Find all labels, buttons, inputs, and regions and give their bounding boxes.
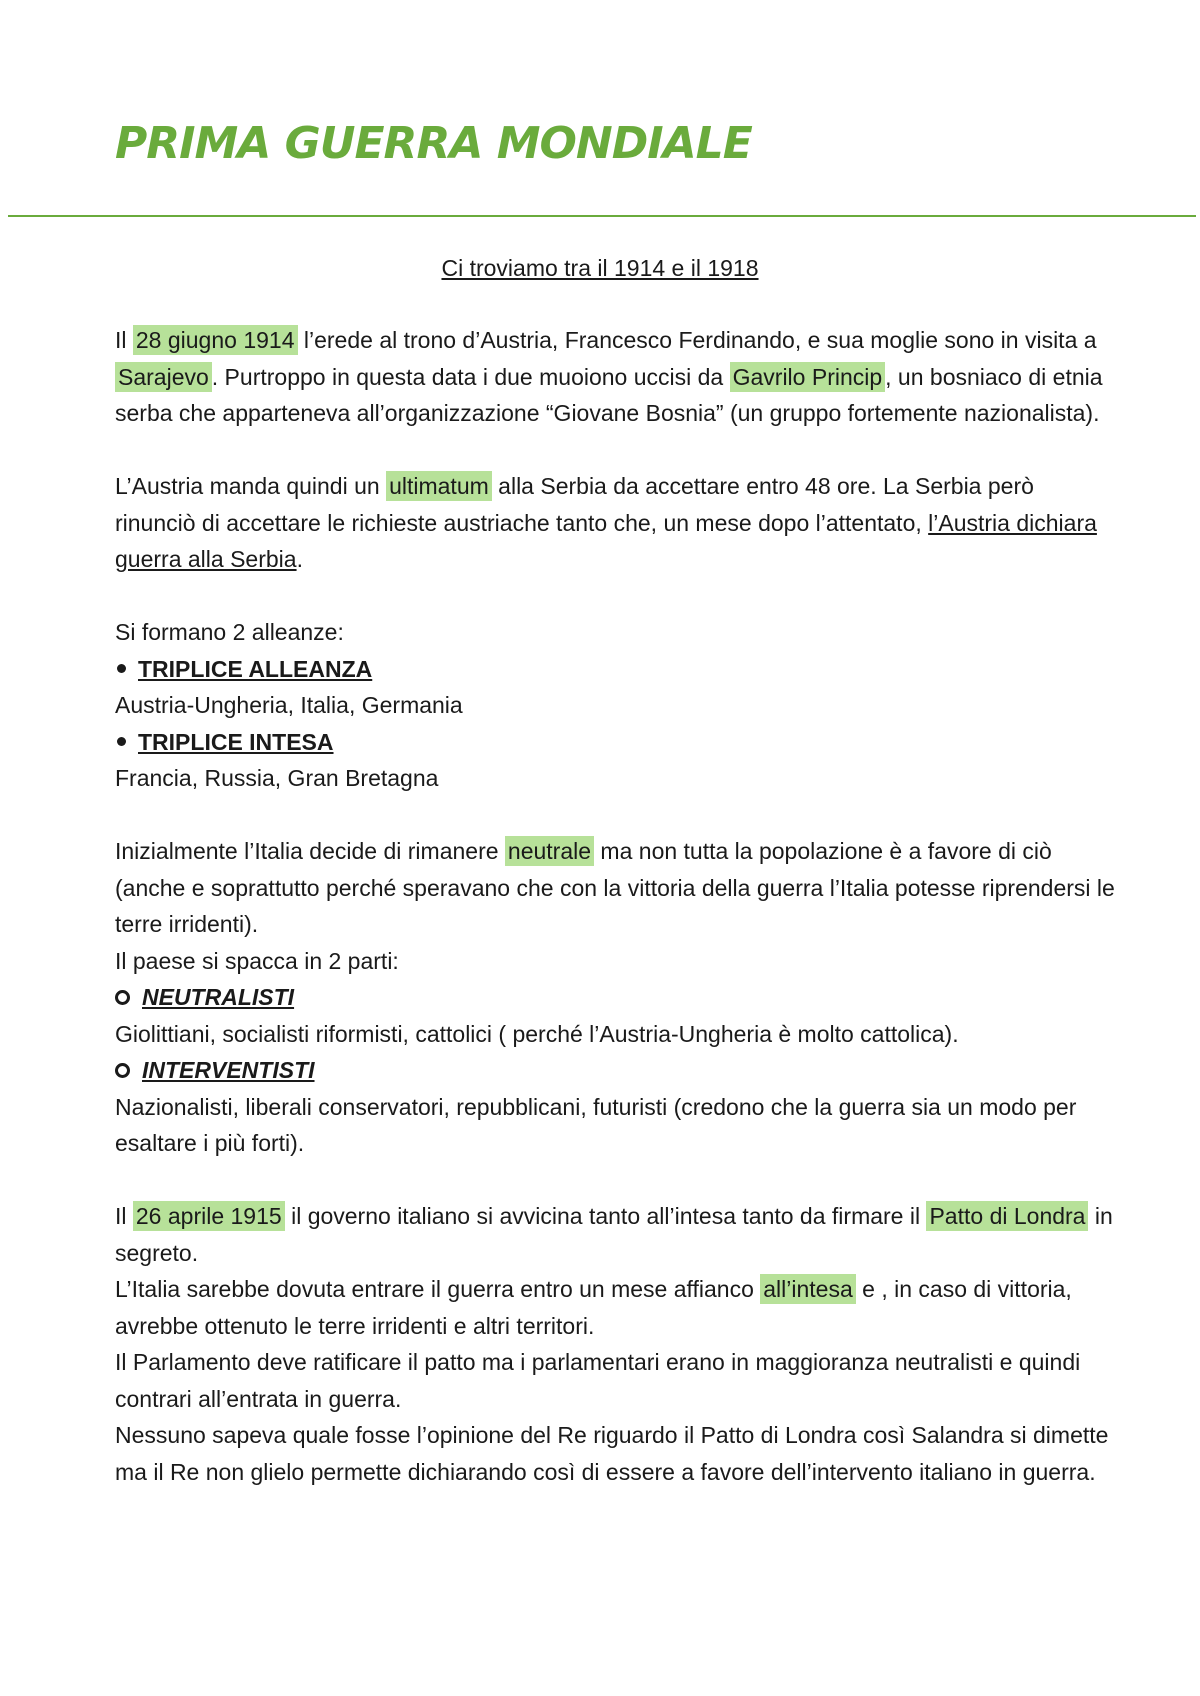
split-line: Il paese si spacca in 2 parti: <box>115 947 399 974</box>
faction-members: Nazionalisti, liberali conservatori, repubblicani, futuristi (credono che la guerra sia un modo per esaltare i più forti). <box>115 1093 1077 1156</box>
faction-members: Giolittiani, socialisti riformisti, cattolici ( perché l’Austria-Ungheria è molto cattolica). <box>115 1020 959 1047</box>
document-body <box>115 322 1115 1490</box>
highlight-date: 26 aprile 1915 <box>133 1201 285 1231</box>
highlight-intesa: all’intesa <box>760 1274 856 1304</box>
bullet-dot-icon <box>117 737 126 746</box>
paragraph-neutrality <box>115 833 1115 943</box>
document-subtitle: Ci troviamo tra il 1914 e il 1918 <box>441 255 759 281</box>
title-divider <box>8 215 1196 217</box>
underlined-declaration: l’Austria dichiara guerra alla Serbia <box>115 509 1097 572</box>
alliance-members: Austria-Ungheria, Italia, Germania <box>115 692 463 718</box>
faction-item <box>115 979 1115 1016</box>
paragraph-spacer <box>115 1162 1115 1199</box>
highlight-person: Gavrilo Princip <box>730 362 886 392</box>
paragraph-spacer <box>115 432 1115 469</box>
paragraph-entry-terms <box>115 1271 1115 1344</box>
text-run: L’Austria manda quindi un <box>115 473 387 499</box>
paragraph-ultimatum <box>115 468 1115 578</box>
paragraph-spacer <box>115 578 1115 615</box>
faction-name: NEUTRALISTI <box>142 984 295 1010</box>
text-run: il governo italiano si avvicina tanto all’intesa tanto da firmare il <box>284 1203 927 1229</box>
text-run: in segreto. <box>115 1203 1113 1266</box>
faction-item <box>115 1052 1115 1089</box>
highlight-place: Sarajevo <box>115 362 212 392</box>
highlight-ultimatum: ultimatum <box>386 471 492 501</box>
paragraph-king: Nessuno sapeva quale fosse l’opinione del Re riguardo il Patto di Londra così Salandra si dimette ma il Re non glielo permette dichiarando così di essere a favore dell’intervento italiano in guerra. <box>115 1422 1109 1485</box>
paragraph-spacer <box>115 797 1115 834</box>
alliance-members: Francia, Russia, Gran Bretagna <box>115 765 439 791</box>
text-run: Inizialmente l’Italia decide di rimanere <box>115 838 505 864</box>
bullet-circle-icon <box>115 990 130 1005</box>
paragraph-patto-londra <box>115 1198 1115 1271</box>
highlight-pact: Patto di Londra <box>926 1201 1088 1231</box>
alliance-item <box>115 724 1115 761</box>
faction-name: INTERVENTISTI <box>142 1057 315 1083</box>
text-run: . <box>296 546 303 572</box>
paragraph-sarajevo <box>115 322 1115 432</box>
bullet-dot-icon <box>117 664 126 673</box>
alliance-name: TRIPLICE ALLEANZA <box>138 655 373 682</box>
highlight-neutrale: neutrale <box>505 836 594 866</box>
text-run: Il <box>115 327 133 353</box>
text-run: l’erede al trono d’Austria, Francesco Ferdinando, e sua moglie sono in visita a <box>297 327 1097 353</box>
alliance-item <box>115 651 1115 688</box>
text-run: Il <box>115 1203 133 1229</box>
text-run: , un bosniaco di etnia serba che apparteneva all’organizzazione “Giovane Bosnia” (un gruppo fortemente nazionalista). <box>115 363 1103 426</box>
text-run: alla Serbia da accettare entro 48 ore. La Serbia però rinunciò di accettare le richieste austriache tanto che, un mese dopo l’attentato, <box>115 473 1034 536</box>
document-title: PRIMA GUERRA MONDIALE <box>115 118 752 169</box>
highlight-date: 28 giugno 1914 <box>133 325 298 355</box>
text-run: L’Italia sarebbe dovuta entrare il guerra entro un mese affianco <box>115 1276 761 1302</box>
paragraph-parliament: Il Parlamento deve ratificare il patto ma i parlamentari erano in maggioranza neutralisti e quindi contrari all’entrata in guerra. <box>115 1349 1081 1412</box>
alliances-intro: Si formano 2 alleanze: <box>115 619 344 645</box>
bullet-circle-icon <box>115 1063 130 1078</box>
text-run: e , in caso di vittoria, avrebbe ottenuto le terre irridenti e altri territori. <box>115 1276 1072 1339</box>
text-run: . Purtroppo in questa data i due muoiono uccisi da <box>211 363 730 390</box>
text-run: ma non tutta la popolazione è a favore di ciò (anche e soprattutto perché speravano che con la vittoria della guerra l’Italia potesse riprendersi le terre irridenti). <box>115 838 1115 937</box>
alliance-name: TRIPLICE INTESA <box>138 728 334 755</box>
